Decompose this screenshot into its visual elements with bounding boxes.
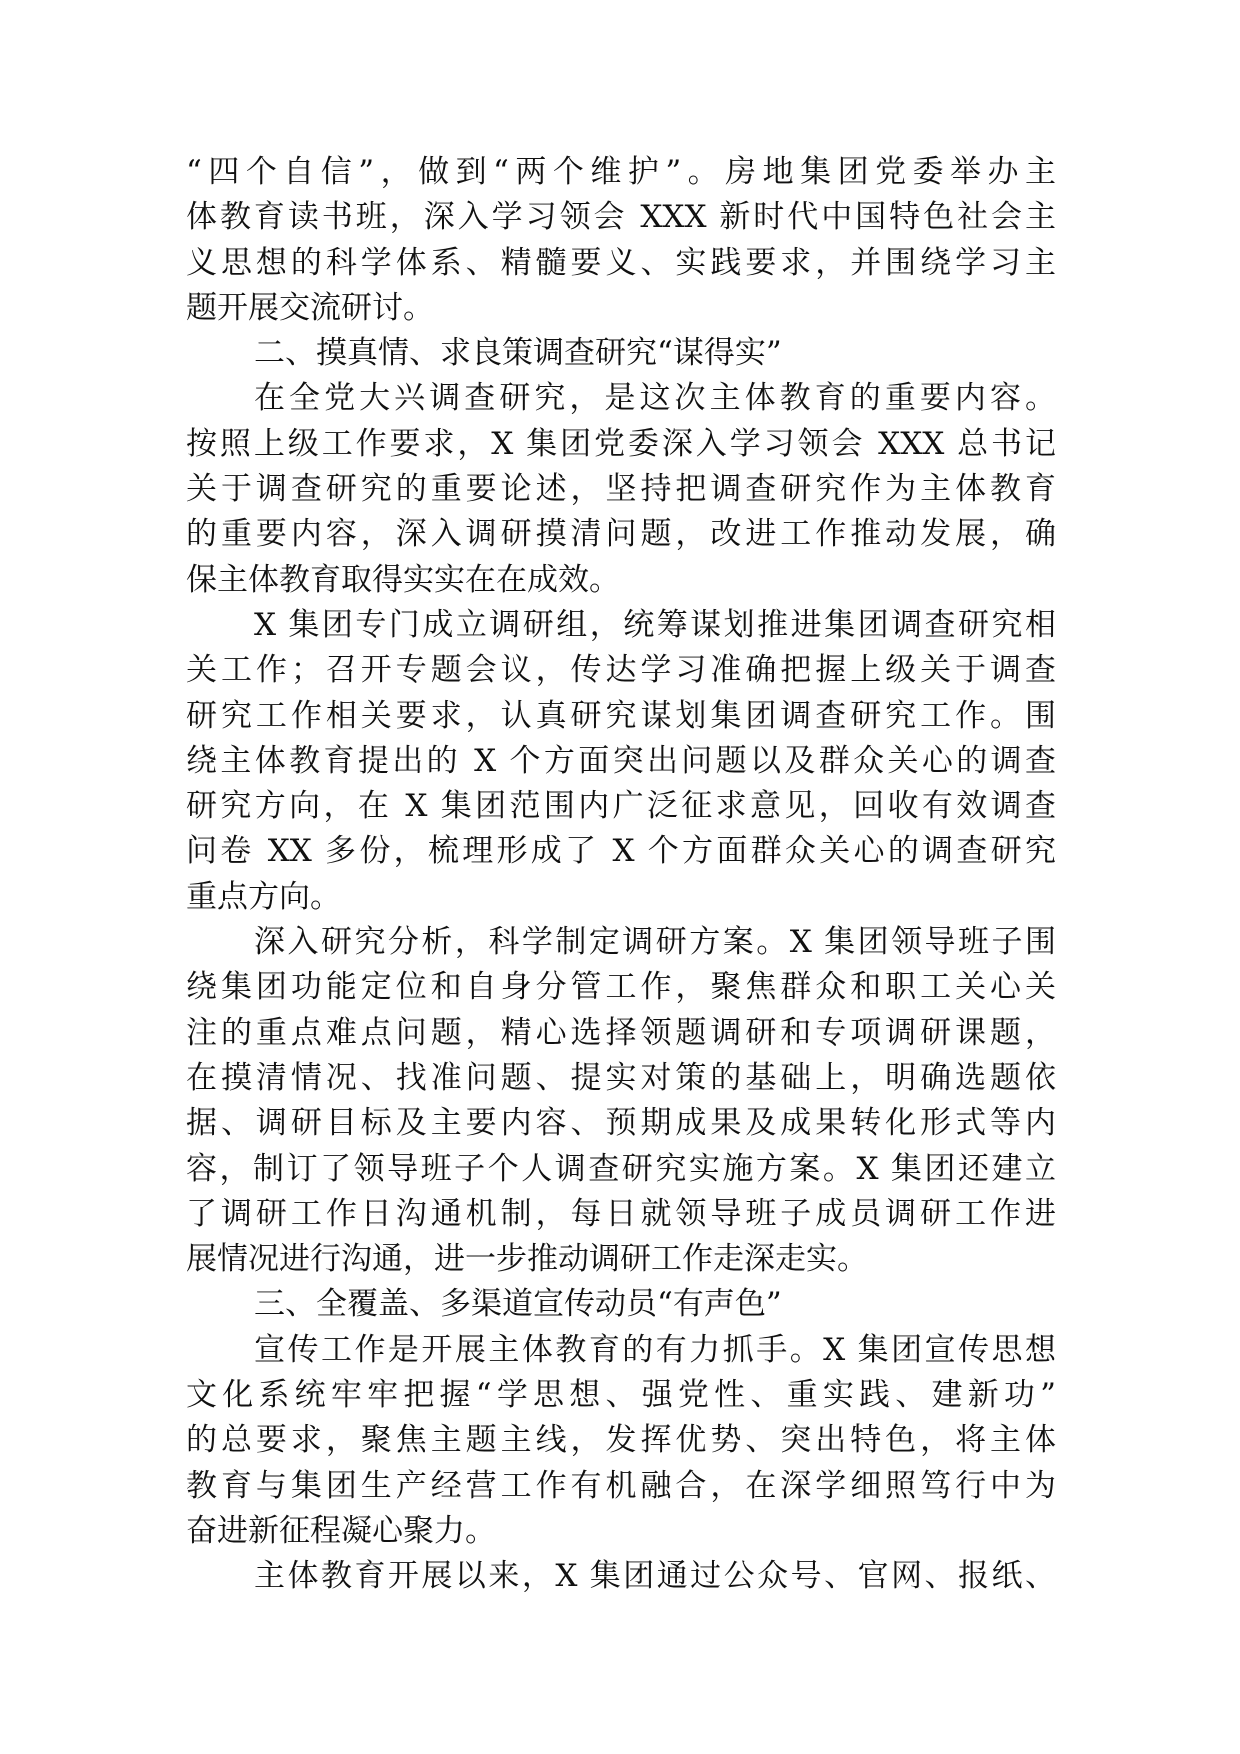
text-line: 研究工作相关要求，认真研究谋划集团调查研究工作。围 [186,697,1056,734]
text-line: 教育与集团生产经营工作有机融合，在深学细照笃行中为 [186,1467,1056,1504]
text-line: 文化系统牢牢把握“学思想、强党性、重实践、建新功” [186,1377,1056,1414]
text-line: 题开展交流研讨。 [186,289,434,326]
text-line: “四个自信”，做到“两个维护”。房地集团党委举办主 [186,154,1056,190]
text-line: 在全党大兴调查研究，是这次主体教育的重要内容。 [254,380,1056,417]
text-line: 的总要求，聚焦主题主线，发挥优势、突出特色，将主体 [186,1422,1056,1459]
text-line: 绕主体教育提出的 X 个方面突出问题以及群众关心的调查 [186,742,1056,779]
text-line: 展情况进行沟通，进一步推动调研工作走深走实。 [186,1241,868,1278]
text-line: 义思想的科学体系、精髓要义、实践要求，并围绕学习主 [186,244,1056,281]
text-line: 奋进新征程凝心聚力。 [186,1512,496,1549]
text-line: 保主体教育取得实实在在成效。 [186,561,620,598]
text-line: 宣传工作是开展主体教育的有力抓手。X 集团宣传思想 [254,1331,1056,1368]
text-line: 在摸清情况、找准问题、提实对策的基础上，明确选题依 [186,1059,1056,1096]
text-line: 问卷 XX 多份，梳理形成了 X 个方面群众关心的调查研究 [186,833,1056,870]
text-line: 重点方向。 [186,878,341,915]
text-line: 关工作；召开专题会议，传达学习准确把握上级关于调查 [186,652,1056,689]
document-body [186,150,1056,1600]
section-heading: 三、全覆盖、多渠道宣传动员“有声色” [254,1286,782,1323]
text-line: 绕集团功能定位和自身分管工作，聚焦群众和职工关心关 [186,969,1056,1006]
text-line: 深入研究分析，科学制定调研方案。X 集团领导班子围 [254,924,1056,961]
section-heading: 二、摸真情、求良策调查研究“谋得实” [254,335,782,372]
text-line: 注的重点难点问题，精心选择领题调研和专项调研课题， [186,1014,1056,1051]
text-line: 研究方向，在 X 集团范围内广泛征求意见，回收有效调查 [186,788,1056,825]
text-line: 按照上级工作要求，X 集团党委深入学习领会 XXX 总书记 [186,425,1056,462]
text-line: 关于调查研究的重要论述，坚持把调查研究作为主体教育 [186,471,1056,508]
text-line: 体教育读书班，深入学习领会 XXX 新时代中国特色社会主 [186,199,1056,236]
text-line: 容，制订了领导班子个人调查研究实施方案。X 集团还建立 [186,1150,1056,1187]
text-line: 主体教育开展以来，X 集团通过公众号、官网、报纸、 [254,1558,1056,1595]
text-line: 据、调研目标及主要内容、预期成果及成果转化形式等内 [186,1105,1056,1142]
text-line: X 集团专门成立调研组，统筹谋划推进集团调查研究相 [254,606,1056,643]
text-line: 的重要内容，深入调研摸清问题，改进工作推动发展，确 [186,516,1056,553]
text-line: 了调研工作日沟通机制，每日就领导班子成员调研工作进 [186,1195,1056,1232]
